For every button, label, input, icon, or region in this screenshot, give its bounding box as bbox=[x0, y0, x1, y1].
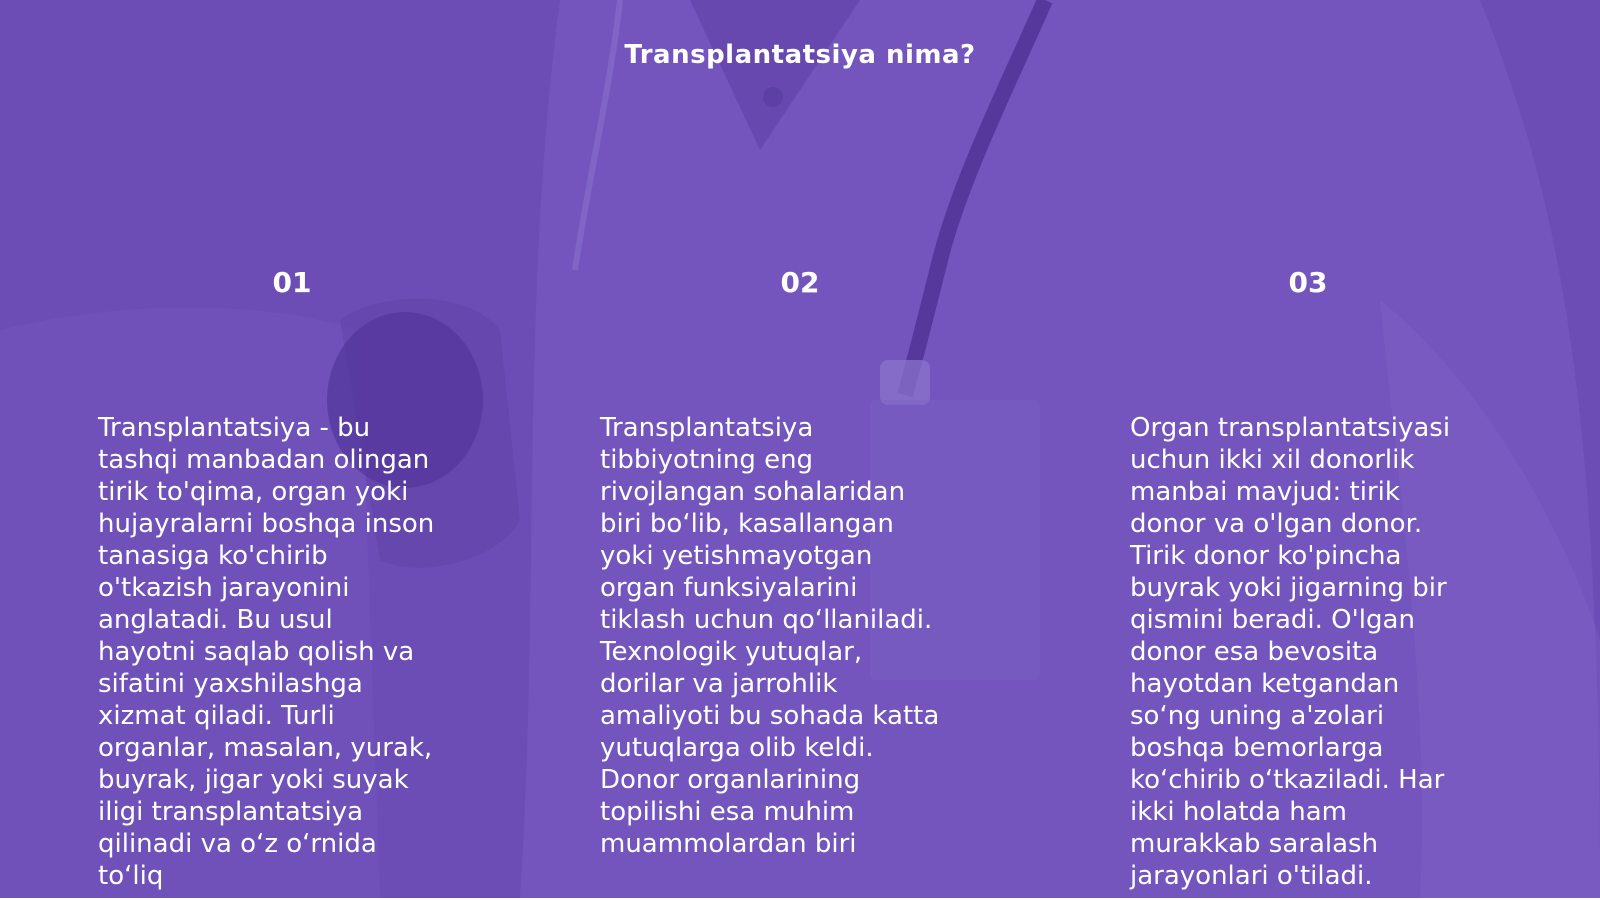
column-1-number: 01 bbox=[272, 266, 312, 299]
slide-title: Transplantatsiya nima? bbox=[624, 40, 976, 70]
column-2-text: Transplantatsiya tibbiyotning eng rivojlangan sohalaridan biri bo‘lib, kasallangan yoki yetishmayotgan organ funksiyalarini tiklash uchun qo‘llaniladi. Texnologik yutuqlar, dorilar va jarrohlik amaliyoti bu sohada katta yutuqlarga olib keldi. Donor organlarining topilishi esa muhim muammolardan biri bbox=[600, 413, 940, 859]
column-3-number: 03 bbox=[1288, 266, 1328, 299]
column-3-text: Organ transplantatsiyasi uchun ikki xil donorlik manbai mavjud: tirik donor va o'lgan donor. Tirik donor ko'pincha buyrak yoki jigarning bir qismini beradi. O'lgan donor esa bevosita hayotdan ketgandan so‘ng uning a'zolari boshqa bemorlarga ko‘chirib o‘tkaziladi. Har ikki holatda ham murakkab saralash jarayonlari o'tiladi. bbox=[1130, 413, 1451, 891]
column-1-text: Transplantatsiya - bu tashqi manbadan olingan tirik to'qima, organ yoki hujayralarni boshqa inson tanasiga ko'chirib o'tkazish jarayonini anglatadi. Bu usul hayotni saqlab qolish va sifatini yaxshilashga xizmat qiladi. Turli organlar, masalan, yurak, buyrak, jigar yoki suyak iligi transplantatsiya qilinadi va o‘z o‘rnida to‘liq bbox=[98, 413, 435, 891]
column-2-number: 02 bbox=[780, 266, 820, 299]
